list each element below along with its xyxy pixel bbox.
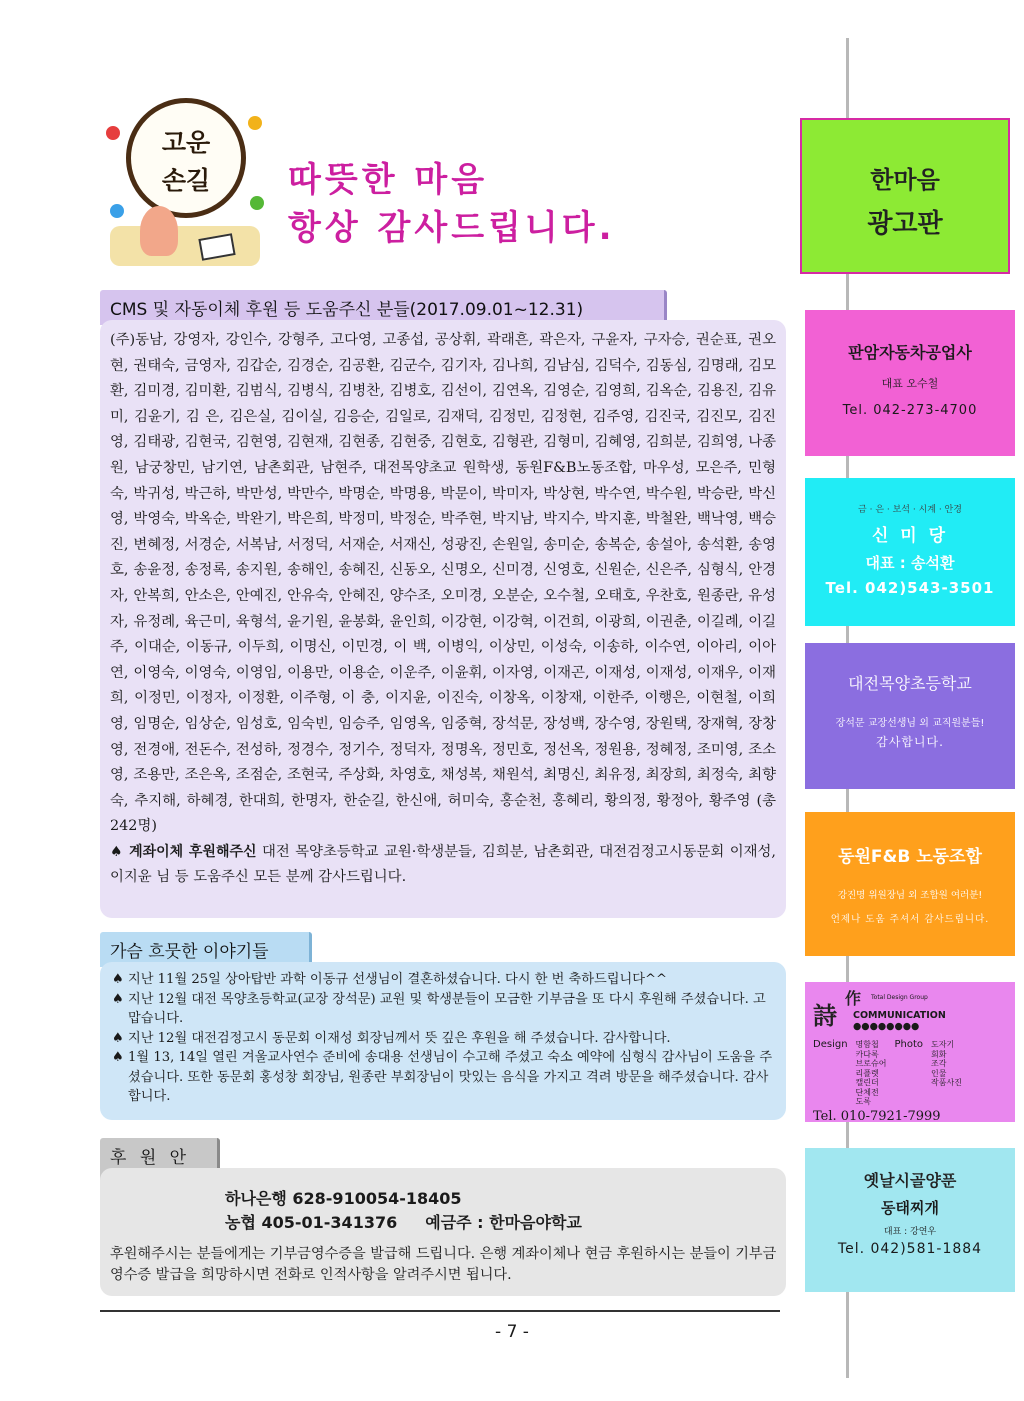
ad-sijak-communication (805, 982, 1015, 1122)
service-columns (813, 1040, 1007, 1107)
receipt-notice: 후원해주시는 분들에게는 기부금영수증을 발급해 드립니다. 은행 계좌이체나 현금 후원하시는 분들이 기부금영수증 발급을 희망하시면 전화로 인적사항을 알려주시면 됩니다. (110, 1246, 777, 1283)
ad-category: 금 · 은 · 보석 · 시계 · 안경 (858, 505, 962, 515)
ad-title: 옛날시골양푼 (863, 1171, 957, 1190)
cms-donor-box (100, 320, 786, 918)
ad-sinmidang (805, 478, 1015, 626)
photo-list (931, 1040, 962, 1107)
ad-title: 판암자동차공업사 (848, 343, 972, 362)
ad-representative: 대표 : 송석환 (865, 554, 955, 572)
design-item: 명함첩 (855, 1040, 879, 1049)
logo-tagline: Total Design Group (871, 994, 928, 1001)
decoration-dot (106, 126, 120, 140)
footer-divider (100, 1310, 780, 1312)
photo-item: 작품사진 (930, 1078, 962, 1087)
story-item: ♠ 지난 12월 대전 목양초등학교(교장 장석문) 교원 및 학생분들이 모금한 기부금을 또 다시 후원해 주셨습니다. 고맙습니다. (112, 990, 774, 1029)
ad-dongwon-union (805, 812, 1015, 956)
account-holder: 예금주 : 한마음야학교 (425, 1213, 582, 1232)
ad-representative: 대표 오수철 (881, 377, 939, 390)
design-item: 도록 (855, 1097, 871, 1106)
headline-thanks: 항상 감사드립니다. (288, 208, 616, 248)
decoration-dot (110, 204, 124, 218)
bank-transfer-label: ♠ 계좌이체 후원해주신 (110, 843, 257, 860)
design-item: 브로슈어 (855, 1059, 887, 1068)
photo-item: 조각 (930, 1059, 947, 1068)
child-illustration (140, 206, 178, 256)
design-list (856, 1040, 887, 1107)
ad-mokyang-school (805, 643, 1015, 789)
decoration-dot (250, 196, 264, 210)
photo-item: 인물 (930, 1068, 947, 1078)
nonghyup-account-line (225, 1210, 582, 1233)
story-item: ♠ 지난 11월 25일 상아탑반 과학 이동규 선생님이 결혼하셨습니다. 다시 한 번 축하드립니다^^ (112, 970, 774, 990)
ad-title: 동원F&B 노동조합 (838, 847, 982, 867)
design-item: 단체전 (855, 1087, 879, 1097)
headline-warm-heart: 따뜻한 마음 (288, 160, 489, 200)
ad-message: 장석문 교장선생님 외 교직원분들! (835, 718, 985, 729)
ad-board-line2: 광고판 (867, 209, 943, 239)
donation-guide-box (100, 1168, 786, 1296)
ad-message: 강진명 위원장님 외 조합원 여러분! (837, 890, 983, 901)
ad-title: 신 미 당 (871, 526, 949, 546)
ad-thanks: 감사합니다. (876, 735, 944, 749)
ad-phone: Tel. 010-7921-7999 (813, 1108, 941, 1124)
nonghyup-account: 농협 405-01-341376 (225, 1213, 398, 1232)
story-item: ♠ 1월 13, 14일 열린 겨울교사연수 준비에 송대용 선생님이 수고해 주셨고 숙소 예약에 심형식 감사님이 도움을 주셨습니다. 또한 동문회 홍성창 회장님, 원종란 부회장님이 맛있는 음식을 가지고 격려 방문을 해주셨습니다. 감사합니다. (112, 1048, 774, 1107)
bank-transfer-text: 대전 목양초등학교 교원·학생분들, 김희분, 남촌회관, 대전검정고시동문회 이재성, 이지윤 님 등 도움주신 모든 분께 감사드립니다. (110, 843, 777, 886)
ad-panam-auto (805, 310, 1015, 456)
ad-board-title (800, 118, 1010, 274)
sijak-logo (813, 986, 1007, 1036)
photo-item: 회화 (930, 1049, 947, 1059)
logo-si-char: 詩 (813, 1002, 837, 1030)
logo-text-line1: 고운 (161, 128, 211, 157)
ad-phone: Tel. 042)543-3501 (825, 579, 995, 597)
donor-list (110, 328, 776, 891)
stories-box (100, 962, 786, 1120)
design-item: 캘린더 (855, 1078, 879, 1087)
logo-ground (110, 226, 260, 266)
story-list (112, 970, 774, 1107)
design-item: 카다록 (855, 1049, 879, 1059)
ad-phone: Tel. 042-273-4700 (842, 403, 978, 418)
ad-old-village-restaurant (805, 1148, 1015, 1292)
photo-heading: Photo (894, 1039, 923, 1050)
donor-names: (주)동남, 강영자, 강인수, 강형주, 고다영, 고종섭, 공상휘, 곽래흔, 곽은자, 구윤자, 구자승, 권순표, 권오현, 권태숙, 금영자, 김갑순, 김경순, 김공환, 김군수, 김기자, 김나희, 김남심, 김덕수, 김동심, 김명래, 김모환, 김미경, 김미환, 김범식, 김병식, 김병찬, 김병호, 김선이, 김연옥, 김영순, 김영희, 김옥순, 김용진, 김유미, 김윤기, 김 은, 김은실, 김이실, 김응순, 김일로, 김재덕, 김정민, 김정현, 김주영, 김진국, 김진모, 김진영, 김태광, 김현국, 김현영, 김현재, 김현종, 김현중, 김현호, 김형관, 김형미, 김혜영, 김희분, 김희영, 나종원, 남궁창민, 남기연, 남촌회관, 남현주, 대전목양초교 원학생, 동원F&B노동조합, 마우성, 모은주, 민형숙, 박귀성, 박근하, 박만성, 박만수, 박명순, 박명용, 박문이, 박미자, 박상현, 박수연, 박수원, 박승란, 박신영, 박영숙, 박옥순, 박완기, 박은희, 박정미, 박정순, 박주현, 박지남, 박지수, 박지훈, 박철완, 백낙영, 백승진, 변혜정, 서경순, 서복남, 서정덕, 서재순, 서재신, 성광진, 손원일, 송미순, 송복순, 송설아, 송석환, 송영호, 송윤정, 송정록, 송지원, 송해인, 송혜진, 신동오, 신명오, 신미경, 신영호, 신원순, 신은주, 심형식, 안경자, 안복희, 안소은, 안예진, 안유숙, 안혜진, 양수조, 오미경, 오분순, 오수철, 오태호, 우찬호, 원종란, 유성자, 유정례, 육근미, 육형석, 윤기원, 윤봉화, 윤인희, 이강현, 이강혁, 이건희, 이광희, 이권춘, 이길례, 이길주, 이대순, 이동규, 이두희, 이명신, 이민경, 이 백, 이병익, 이상민, 이성숙, 이송하, 이수연, 이아리, 이아연, 이영숙, 이영숙, 이영임, 이용만, 이용순, 이운주, 이윤휘, 이자영, 이재곤, 이재성, 이재성, 이재우, 이재희, 이정민, 이정자, 이정환, 이주형, 이 충, 이지윤, 이진숙, 이창옥, 이창재, 이한주, 이행은, 이현철, 이희영, 임명순, 임상순, 임성호, 임숙빈, 임승주, 임영옥, 임중혁, 장석문, 장성백, 장수영, 장원택, 장재혁, 장창영, 전경애, 전돈수, 전성하, 정경수, 정기수, 정덕자, 정명옥, 정민호, 정선옥, 정원용, 정혜정, 조미영, 조소영, 조용만, 조은옥, 조점순, 조현국, 주상화, 차영호, 채성복, 채원석, 최명신, 최유정, 최장희, 최정숙, 최향숙, 추지해, 하혜경, 한대희, 한명자, 한순길, 한신애, 허미숙, 홍순천, 홍혜리, 황의정, 황정아, 황주영 (총 242명) (110, 332, 776, 835)
ad-phone: Tel. 042)581-1884 (837, 1241, 983, 1257)
logo-communication: COMMUNICATION ●●●●●●●● (853, 1010, 946, 1032)
design-heading: Design (813, 1039, 848, 1050)
donation-guide-tab: 후 원 안 (100, 1138, 220, 1198)
photo-item: 도자기 (930, 1040, 955, 1049)
ad-menu: 동태찌개 (881, 1199, 939, 1217)
hana-bank-account: 하나은행 628-910054-18405 (225, 1189, 462, 1208)
goun-songil-logo (100, 86, 265, 276)
ad-representative: 대표 : 강연우 (883, 1227, 937, 1237)
ad-board-line1: 한마음 (870, 166, 940, 194)
design-item: 리플렛 (855, 1068, 879, 1078)
logo-circle (126, 98, 246, 218)
page-number: - 7 - (495, 1322, 529, 1342)
ad-thanks: 언제나 도움 주셔서 감사드립니다. (830, 914, 990, 925)
decoration-dot (248, 116, 262, 130)
logo-text-line2: 손길 (161, 166, 211, 195)
cms-section-tab: CMS 및 자동이체 후원 등 도움주신 분들(2017.09.01~12.31) (100, 290, 667, 325)
story-item: ♠ 지난 12월 대전검정고시 동문회 이재성 회장님께서 뜻 깊은 후원을 해 주셨습니다. 감사합니다. (112, 1029, 774, 1049)
stories-section-tab: 가슴 흐뭇한 이야기들 (100, 932, 312, 967)
ad-title: 대전목양초등학교 (848, 674, 972, 693)
logo-jak-char: 作 (845, 989, 862, 1008)
